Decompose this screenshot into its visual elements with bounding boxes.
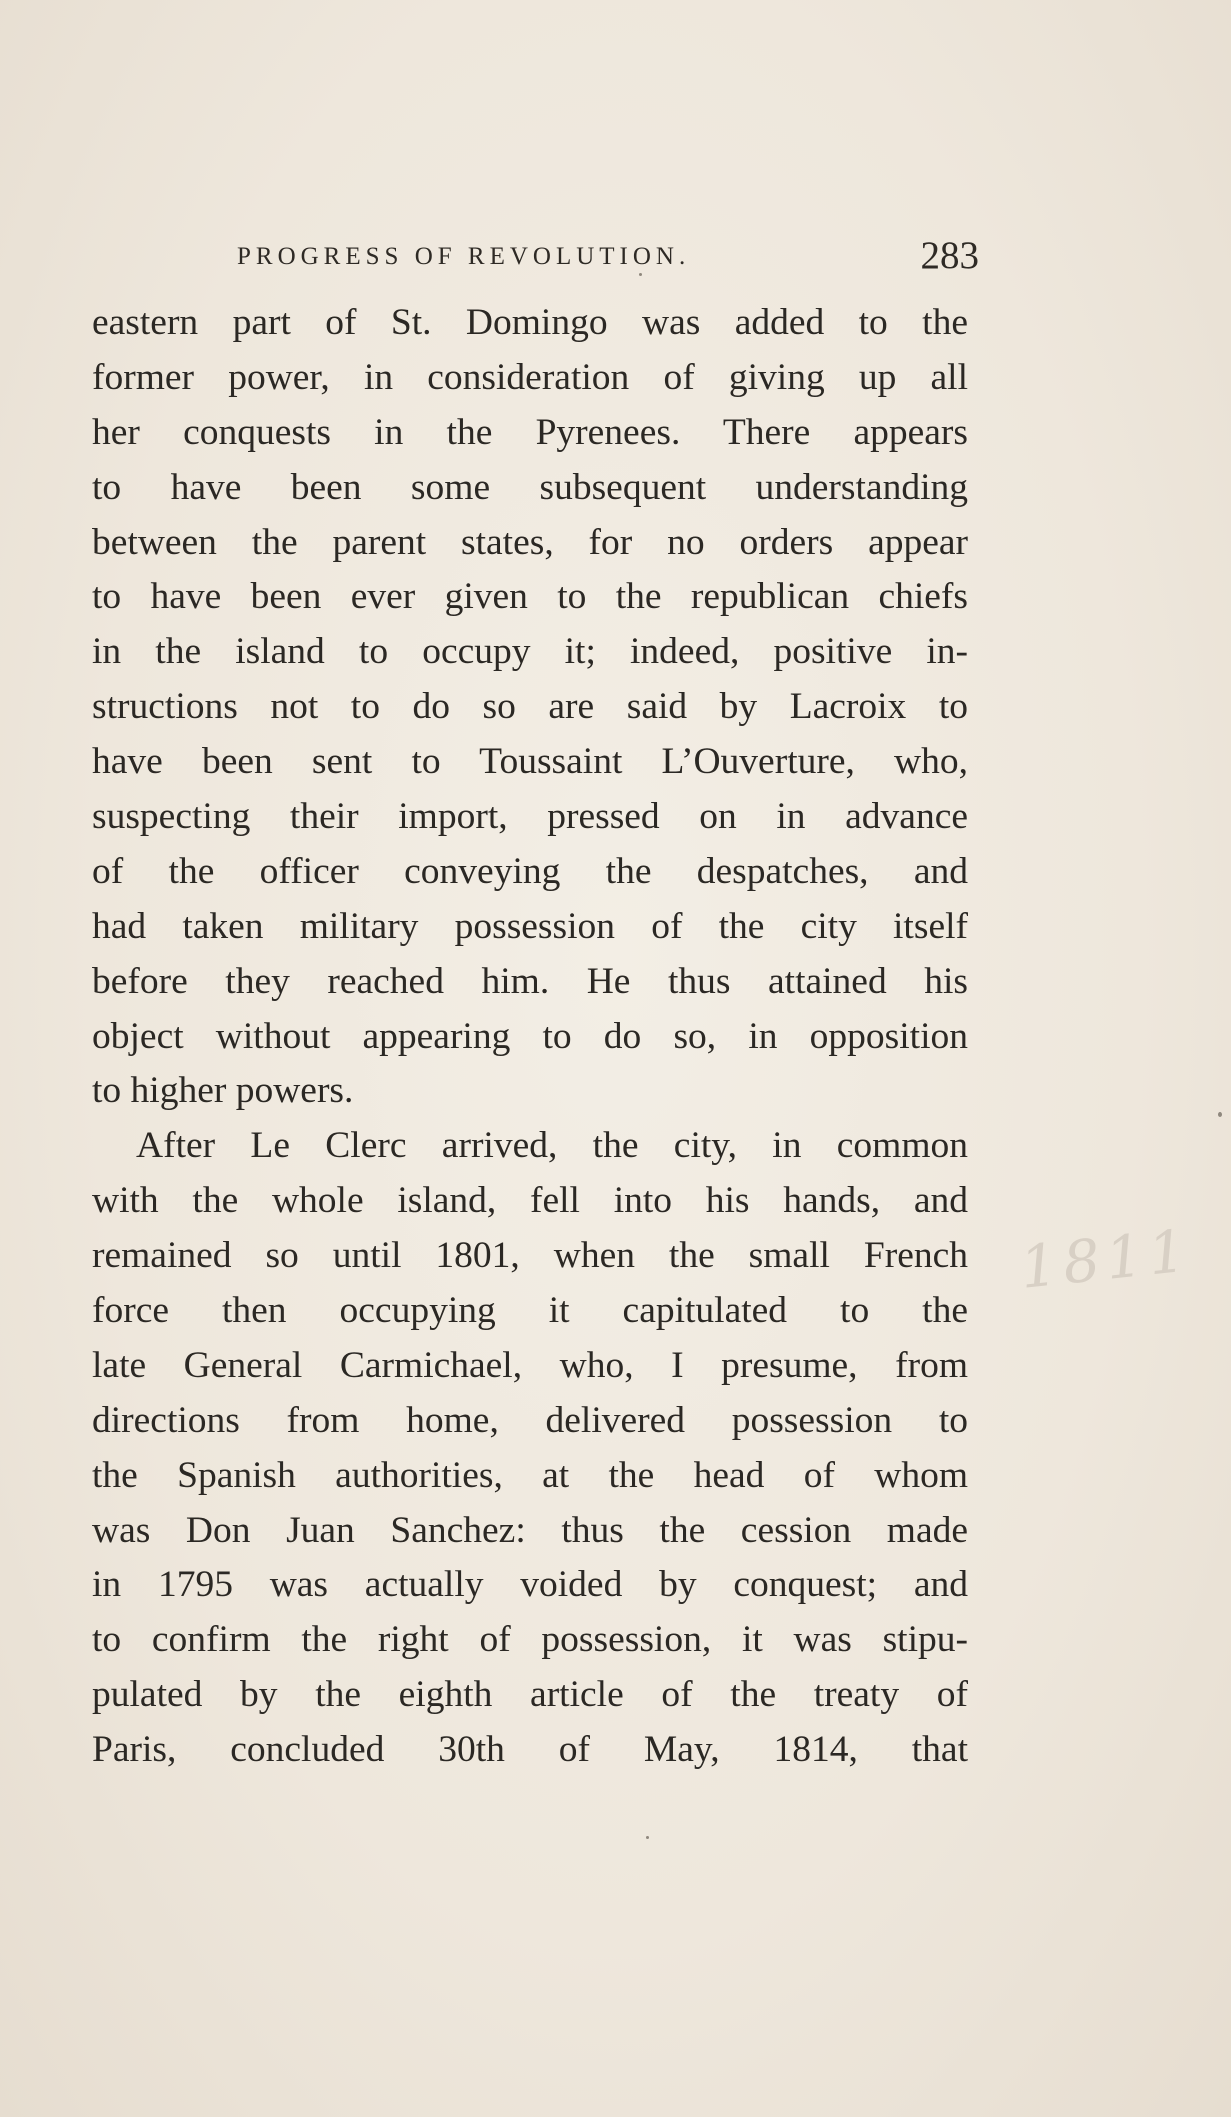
running-title: PROGRESS OF REVOLUTION.: [237, 243, 691, 270]
text-line: with the whole island, fell into his hands, and: [92, 1180, 968, 1222]
text-line: to have been some subsequent understanding: [92, 466, 968, 508]
text-line: pulated by the eighth article of the treaty of: [92, 1674, 968, 1716]
text-line: late General Carmichael, who, I presume, from: [92, 1344, 968, 1386]
text-line: directions from home, delivered possession to: [92, 1399, 968, 1441]
running-head: [237, 233, 979, 283]
text-line: before they reached him. He thus attained his: [92, 960, 968, 1002]
text-line: in 1795 was actually voided by conquest; and: [92, 1564, 968, 1606]
text-line: Paris, concluded 30th of May, 1814, that: [92, 1729, 968, 1771]
text-line: between the parent states, for no orders appear: [92, 521, 968, 563]
text-line: object without appearing to do so, in opposition: [92, 1015, 968, 1057]
text-line: the Spanish authorities, at the head of whom: [92, 1454, 968, 1496]
page-number: 283: [920, 234, 979, 277]
text-line: of the officer conveying the despatches, and: [92, 850, 968, 892]
paper-speck: [639, 273, 642, 276]
text-line: to have been ever given to the republican chiefs: [92, 576, 968, 618]
paper-speck: [1218, 1112, 1222, 1117]
text-line: have been sent to Toussaint L’Ouverture, who,: [92, 741, 968, 783]
text-line: had taken military possession of the city itself: [92, 905, 968, 947]
text-line: former power, in consideration of giving up all: [92, 356, 968, 398]
text-line: was Don Juan Sanchez: thus the cession made: [92, 1509, 968, 1551]
text-line: in the island to occupy it; indeed, positive in-: [92, 631, 968, 673]
paper-speck: [646, 1836, 649, 1839]
text-line: force then occupying it capitulated to the: [92, 1290, 968, 1332]
text-line: structions not to do so are said by Lacroix to: [92, 686, 968, 728]
text-line: eastern part of St. Domingo was added to the: [92, 302, 968, 343]
body-text: [92, 296, 968, 1778]
text-line: to higher powers.: [92, 1070, 354, 1112]
text-line: her conquests in the Pyrenees. There appears: [92, 411, 968, 453]
text-line: to confirm the right of possession, it was stipu-: [92, 1619, 968, 1661]
paragraph-start-line: After Le Clerc arrived, the city, in common: [136, 1125, 968, 1167]
text-line: remained so until 1801, when the small French: [92, 1235, 968, 1277]
pencil-margin-annotation: 1811: [1016, 1216, 1195, 1302]
text-line: suspecting their import, pressed on in advance: [92, 796, 968, 838]
